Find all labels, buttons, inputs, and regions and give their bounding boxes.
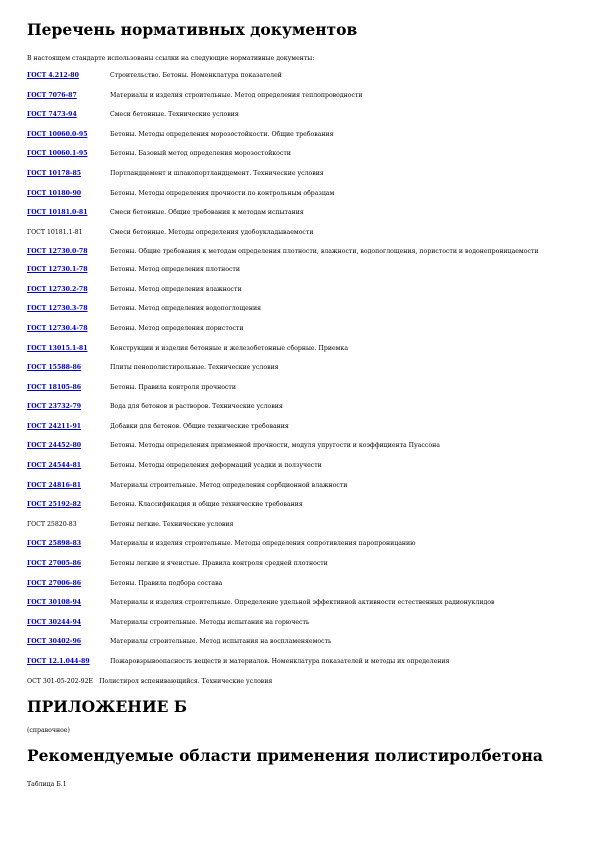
- document-title: Бетоны. Правила контроля прочности: [110, 383, 236, 391]
- document-title: Бетоны. Метод определения влажности: [110, 285, 242, 293]
- document-page: [27, 20, 572, 789]
- document-row: [27, 72, 572, 80]
- document-code-link[interactable]: ГОСТ 10060.0-95: [27, 130, 88, 138]
- document-title: Вода для бетонов и растворов. Технические условия: [110, 403, 283, 411]
- document-code-link[interactable]: ГОСТ 24211-91: [27, 422, 82, 430]
- document-code-link[interactable]: ГОСТ 15588-86: [27, 364, 82, 372]
- document-code-link[interactable]: ГОСТ 25898-83: [27, 540, 82, 548]
- document-code-link[interactable]: ГОСТ 12730.3-78: [27, 305, 88, 313]
- appendix-note: (справочное): [27, 727, 70, 735]
- document-code-link[interactable]: ГОСТ 7076-87: [27, 91, 77, 99]
- document-title: Бетоны. Базовый метод определения морозостойкости: [110, 150, 291, 158]
- document-row: [27, 403, 572, 411]
- document-row: [27, 619, 572, 627]
- document-title: Бетоны. Методы определения морозостойкости. Общие требования: [110, 130, 334, 138]
- document-title: Бетоны. Метод определения водопоглощения: [110, 305, 261, 313]
- document-row: [27, 286, 572, 294]
- document-row: [27, 521, 572, 529]
- document-code: ГОСТ 10181.1-81: [27, 228, 83, 236]
- document-row: [27, 150, 572, 158]
- subsection-title: Рекомендуемые области применения полистиролбетона: [27, 746, 543, 766]
- document-row: [27, 111, 572, 119]
- document-title: Материалы и изделия строительные. Методы определения сопротивления паропроницанию: [110, 540, 416, 548]
- document-code: ОСТ 301-05-202-92Е: [27, 677, 94, 685]
- document-row: [27, 131, 572, 139]
- document-code-link[interactable]: ГОСТ 30402-96: [27, 638, 82, 646]
- document-row: [27, 364, 572, 372]
- document-code-link[interactable]: ГОСТ 12730.1-78: [27, 266, 88, 274]
- document-row: [27, 423, 572, 431]
- document-title: Материалы строительные. Метод определения сорбционной влажности: [110, 481, 348, 489]
- table-label: Таблица Б.1: [27, 781, 67, 789]
- document-title: Полистирол вспенивающийся. Технические условия: [99, 677, 273, 685]
- document-title: Добавки для бетонов. Общие технические требования: [110, 422, 289, 430]
- document-title: Материалы строительные. Методы испытания на горючесть: [110, 618, 310, 626]
- document-row: [27, 384, 572, 392]
- document-code-link[interactable]: ГОСТ 12.1.044-89: [27, 658, 90, 666]
- document-row: [27, 580, 572, 588]
- document-code-link[interactable]: ГОСТ 12730.2-78: [27, 285, 88, 293]
- document-code-link[interactable]: ГОСТ 30108-94: [27, 599, 82, 607]
- document-code-link[interactable]: ГОСТ 10060.1-95: [27, 150, 88, 158]
- document-row: [27, 229, 572, 237]
- document-row: [27, 482, 572, 490]
- document-code-link[interactable]: ГОСТ 30244-94: [27, 618, 82, 626]
- document-row: [27, 658, 572, 666]
- document-code-link[interactable]: ГОСТ 10181.0-81: [27, 209, 88, 217]
- document-code: ГОСТ 25820-83: [27, 520, 77, 528]
- document-code-link[interactable]: ГОСТ 18105-86: [27, 383, 82, 391]
- document-title: Бетоны. Общие требования к методам определения плотности, влажности, водопоглощения, пористости и водонепроницаемости: [110, 248, 539, 256]
- document-row: [27, 678, 572, 686]
- document-code-link[interactable]: ГОСТ 23732-79: [27, 403, 82, 411]
- document-title: Портландцемент и шлакопортландцемент. Технические условия: [110, 169, 324, 177]
- document-code-link[interactable]: ГОСТ 24816-81: [27, 481, 82, 489]
- document-row: [27, 560, 572, 568]
- document-title: Бетоны. Метод определения плотности: [110, 266, 240, 274]
- document-code-link[interactable]: ГОСТ 12730.4-78: [27, 324, 88, 332]
- document-code-link[interactable]: ГОСТ 25192-82: [27, 501, 82, 509]
- document-row: [27, 190, 572, 198]
- document-row: [27, 599, 572, 607]
- document-code-link[interactable]: ГОСТ 12730.0-78: [27, 248, 88, 256]
- document-row: [27, 209, 572, 217]
- document-title: Смеси бетонные. Технические условия: [110, 111, 239, 119]
- document-title: Пожаровзрывоопасность веществ и материалов. Номенклатура показателей и методы их определения: [110, 658, 450, 666]
- document-title: Бетоны. Методы определения деформаций усадки и ползучести: [110, 462, 322, 470]
- document-code-link[interactable]: ГОСТ 27005-86: [27, 560, 82, 568]
- document-code-link[interactable]: ГОСТ 24452-80: [27, 442, 82, 450]
- document-title: Бетоны. Методы определения прочности по контрольным образцам: [110, 189, 335, 197]
- document-title: Конструкции и изделия бетонные и железобетонные сборные. Приемка: [110, 344, 349, 352]
- document-title: Материалы и изделия строительные. Метод определения теплопроводности: [110, 91, 363, 99]
- document-title: Строительство. Бетоны. Номенклатура показателей: [110, 72, 282, 79]
- document-title: Бетоны. Методы определения призменной прочности, модуля упругости и коэффициента Пуассона: [110, 442, 440, 450]
- normative-documents-list: [27, 72, 572, 685]
- appendix-title: ПРИЛОЖЕНИЕ Б: [27, 697, 188, 717]
- document-title: Бетоны. Метод определения пористости: [110, 324, 244, 332]
- document-row: [27, 305, 572, 313]
- document-row: [27, 170, 572, 178]
- document-row: [27, 345, 572, 353]
- document-title: Смеси бетонные. Общие требования к методам испытания: [110, 209, 304, 217]
- document-title: Смеси бетонные. Методы определения удобоукладываемости: [110, 228, 314, 236]
- document-code-link[interactable]: ГОСТ 13015.1-81: [27, 344, 88, 352]
- document-title: Материалы и изделия строительные. Определение удельной эффективной активности естественных радионуклидов: [110, 599, 495, 607]
- document-code-link[interactable]: ГОСТ 7473-94: [27, 111, 77, 119]
- document-title: Бетоны. Классификация и общие технические требования: [110, 501, 303, 509]
- document-title: Бетоны легкие. Технические условия: [110, 520, 234, 528]
- document-code-link[interactable]: ГОСТ 10180-90: [27, 189, 82, 197]
- document-row: [27, 92, 572, 100]
- document-row: [27, 248, 572, 256]
- document-row: [27, 540, 572, 548]
- document-row: [27, 638, 572, 646]
- document-title: Плиты пенополистирольные. Технические условия: [110, 364, 279, 372]
- document-title: Бетоны. Правила подбора состава: [110, 579, 223, 587]
- document-row: [27, 325, 572, 333]
- document-title: Материалы строительные. Метод испытания на воспламеняемость: [110, 638, 332, 646]
- document-code-link[interactable]: ГОСТ 4.212-80: [27, 72, 79, 79]
- document-row: [27, 266, 572, 274]
- document-row: [27, 462, 572, 470]
- document-code-link[interactable]: ГОСТ 27006-86: [27, 579, 82, 587]
- document-title: Бетоны легкие и ячеистые. Правила контроля средней плотности: [110, 560, 328, 568]
- intro-text: В настоящем стандарте использованы ссылки на следующие нормативные документы:: [27, 55, 315, 62]
- document-row: [27, 501, 572, 509]
- document-code-link[interactable]: ГОСТ 10178-85: [27, 169, 82, 177]
- document-code-link[interactable]: ГОСТ 24544-81: [27, 462, 82, 470]
- section-title: Перечень нормативных документов: [27, 20, 358, 39]
- document-row: [27, 442, 572, 450]
